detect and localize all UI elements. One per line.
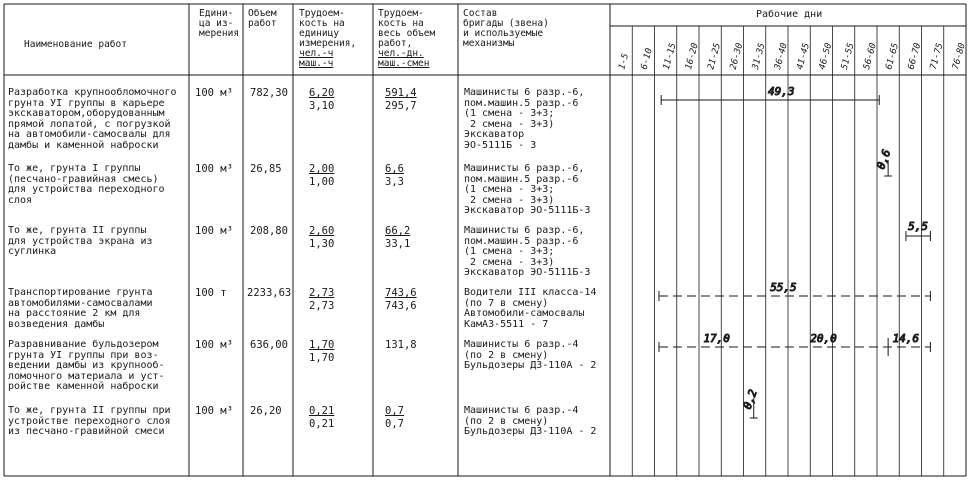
row-0-unit: 100 м³: [195, 87, 233, 99]
row-3-labor-total-bottom: 743,6: [385, 300, 417, 312]
row-4-unit: 100 м³: [195, 339, 233, 351]
row-3-labor-total-top: 743,6: [385, 287, 417, 299]
row-2-labor-total-bottom: 33,1: [385, 238, 411, 250]
day-range-label: 6-10: [639, 47, 655, 71]
row-1-unit: 100 м³: [195, 163, 233, 175]
row-3-crew: Водители III класса-14 (по 7 в смену) Автомобили-самосвалы КамАЗ-5511 - 7: [464, 287, 597, 330]
header-days-title: Рабочие дни: [756, 9, 823, 20]
row-4-name: Разравнивание бульдозером грунта УI группы при воз- ведении дамбы из крупнооб- ломочного материала и уст- ройстве каменной наброски: [8, 339, 165, 393]
gantt-label-row-5: 0,2: [740, 387, 760, 412]
day-range-label: 71-75: [928, 42, 946, 71]
header-unit: Едини- ца из- мерения: [199, 8, 240, 39]
day-range-label: 1-5: [617, 52, 632, 71]
header-crew: Состав бригады (звена) и используемые механизмы: [463, 8, 549, 49]
header-volume: Объем работ: [248, 8, 277, 29]
day-range-label: 31-35: [750, 42, 768, 71]
gantt-label-row-1: 0,6: [874, 147, 894, 172]
row-4-labor-unit-bottom: 1,70: [309, 352, 335, 364]
header-labor-total: Трудоем- кость на весь объем работ,: [378, 8, 436, 49]
row-0-name: Разработка крупнообломочного грунта УI группы в карьере экскаватором,оборудованным прямой лопатой, с погрузкой на автомобили-самосвалы для дамбы и каменной наброски: [8, 87, 177, 151]
row-5-labor-unit-bottom: 0,21: [309, 418, 335, 430]
row-1-name: То же, грунта I группы (песчано-гравийная смесь) для устройства переходного слоя: [8, 163, 165, 206]
gantt-label-row-2: 5,5: [908, 220, 929, 233]
row-1-volume: 26,85: [250, 163, 282, 175]
gantt-label-row-4-b: 20,0: [810, 332, 837, 345]
day-range-label: 76-80: [951, 42, 968, 71]
row-5-crew: Машинисты 6 разр.-4 (по 2 в смену) Бульдозеры ДЗ-110А - 2: [464, 405, 597, 438]
row-1-labor-total-top: 6,6: [385, 163, 404, 175]
header-name: Наименование работ: [24, 39, 127, 50]
row-2-labor-unit-bottom: 1,30: [309, 238, 335, 250]
row-2-labor-total-top: 66,2: [385, 225, 411, 237]
header-labor-total-units: чел.-дн. маш.-смен: [378, 48, 430, 69]
row-0-crew: Машинисты 6 разр.-6, пом.машин.5 разр.-6 (1 смена - 3+3; 2 смена - 3+3) Экскаватор ЭО-5111Б - 3: [464, 87, 585, 151]
row-2-crew: Машинисты 6 разр.-6, пом.машин.5 разр.-6 (1 смена - 3+3; 2 смена - 3+3) Экскаватор ЭО-5111Б-3: [464, 225, 591, 279]
row-2-name: То же, грунта II группы для устройства экрана из суглинка: [8, 225, 153, 258]
row-4-volume: 636,00: [250, 339, 288, 351]
row-4-labor-total-top: 131,8: [385, 339, 417, 351]
row-2-unit: 100 м³: [195, 225, 233, 237]
row-5-volume: 26,20: [250, 405, 282, 417]
row-1-labor-total-bottom: 3,3: [385, 176, 404, 188]
day-range-label: 56-60: [862, 42, 879, 71]
row-3-unit: 100 т: [195, 287, 227, 299]
row-0-labor-unit-top: 6,20: [309, 87, 335, 99]
day-range-label: 46-50: [817, 42, 835, 71]
row-3-labor-unit-bottom: 2,73: [309, 300, 335, 312]
row-1-labor-unit-top: 2,00: [309, 163, 335, 175]
row-5-unit: 100 м³: [195, 405, 233, 417]
row-5-labor-total-bottom: 0,7: [385, 418, 404, 430]
row-2-labor-unit-top: 2,60: [309, 225, 335, 237]
day-range-label: 11-15: [661, 42, 679, 71]
row-0-volume: 782,30: [250, 87, 288, 99]
gantt-label-row-4-a: 17,0: [703, 332, 730, 345]
day-range-label: 16-20: [684, 42, 701, 71]
row-3-name: Транспортирование грунта автомобилями-самосвалами на расстояние 2 км для возведения дамбы: [8, 287, 153, 330]
row-5-labor-total-top: 0,7: [385, 405, 404, 417]
day-range-label: 51-55: [839, 42, 857, 71]
gantt-label-row-3: 55,5: [770, 281, 797, 294]
header-labor-unit-units: чел.-ч маш.-ч: [299, 48, 334, 69]
day-range-label: 26-30: [728, 42, 746, 71]
row-0-labor-total-bottom: 295,7: [385, 100, 417, 112]
day-range-label: 21-25: [706, 42, 724, 71]
row-3-volume: 2233,63: [247, 287, 292, 299]
day-range-label: 41-45: [795, 42, 813, 71]
row-5-name: То же, грунта II группы при устройстве переходного слоя из песчано-гравийной смеси: [8, 405, 171, 438]
row-1-labor-unit-bottom: 1,00: [309, 176, 335, 188]
row-1-crew: Машинисты 6 разр.-6, пом.машин.5 разр.-6 (1 смена - 3+3; 2 смена - 3+3) Экскаватор ЭО-5111Б-3: [464, 163, 591, 217]
row-0-labor-total-top: 591,4: [385, 87, 417, 99]
row-0-labor-unit-bottom: 3,10: [309, 100, 335, 112]
row-2-volume: 208,80: [250, 225, 288, 237]
header-labor-unit: Трудоем- кость на единицу измерения,: [299, 8, 357, 49]
row-3-labor-unit-top: 2,73: [309, 287, 335, 299]
day-range-label: 36-40: [773, 42, 790, 71]
gantt-label-row-0: 49,3: [767, 85, 795, 98]
gantt-label-row-4-c: 14,6: [892, 332, 920, 345]
day-range-label: 61-65: [884, 42, 902, 71]
row-4-labor-unit-top: 1,70: [309, 339, 335, 351]
day-range-label: 66-70: [906, 42, 924, 71]
row-4-crew: Машинисты 6 разр.-4 (по 2 в смену) Бульдозеры ДЗ-110А - 2: [464, 339, 597, 372]
row-5-labor-unit-top: 0,21: [309, 405, 335, 417]
